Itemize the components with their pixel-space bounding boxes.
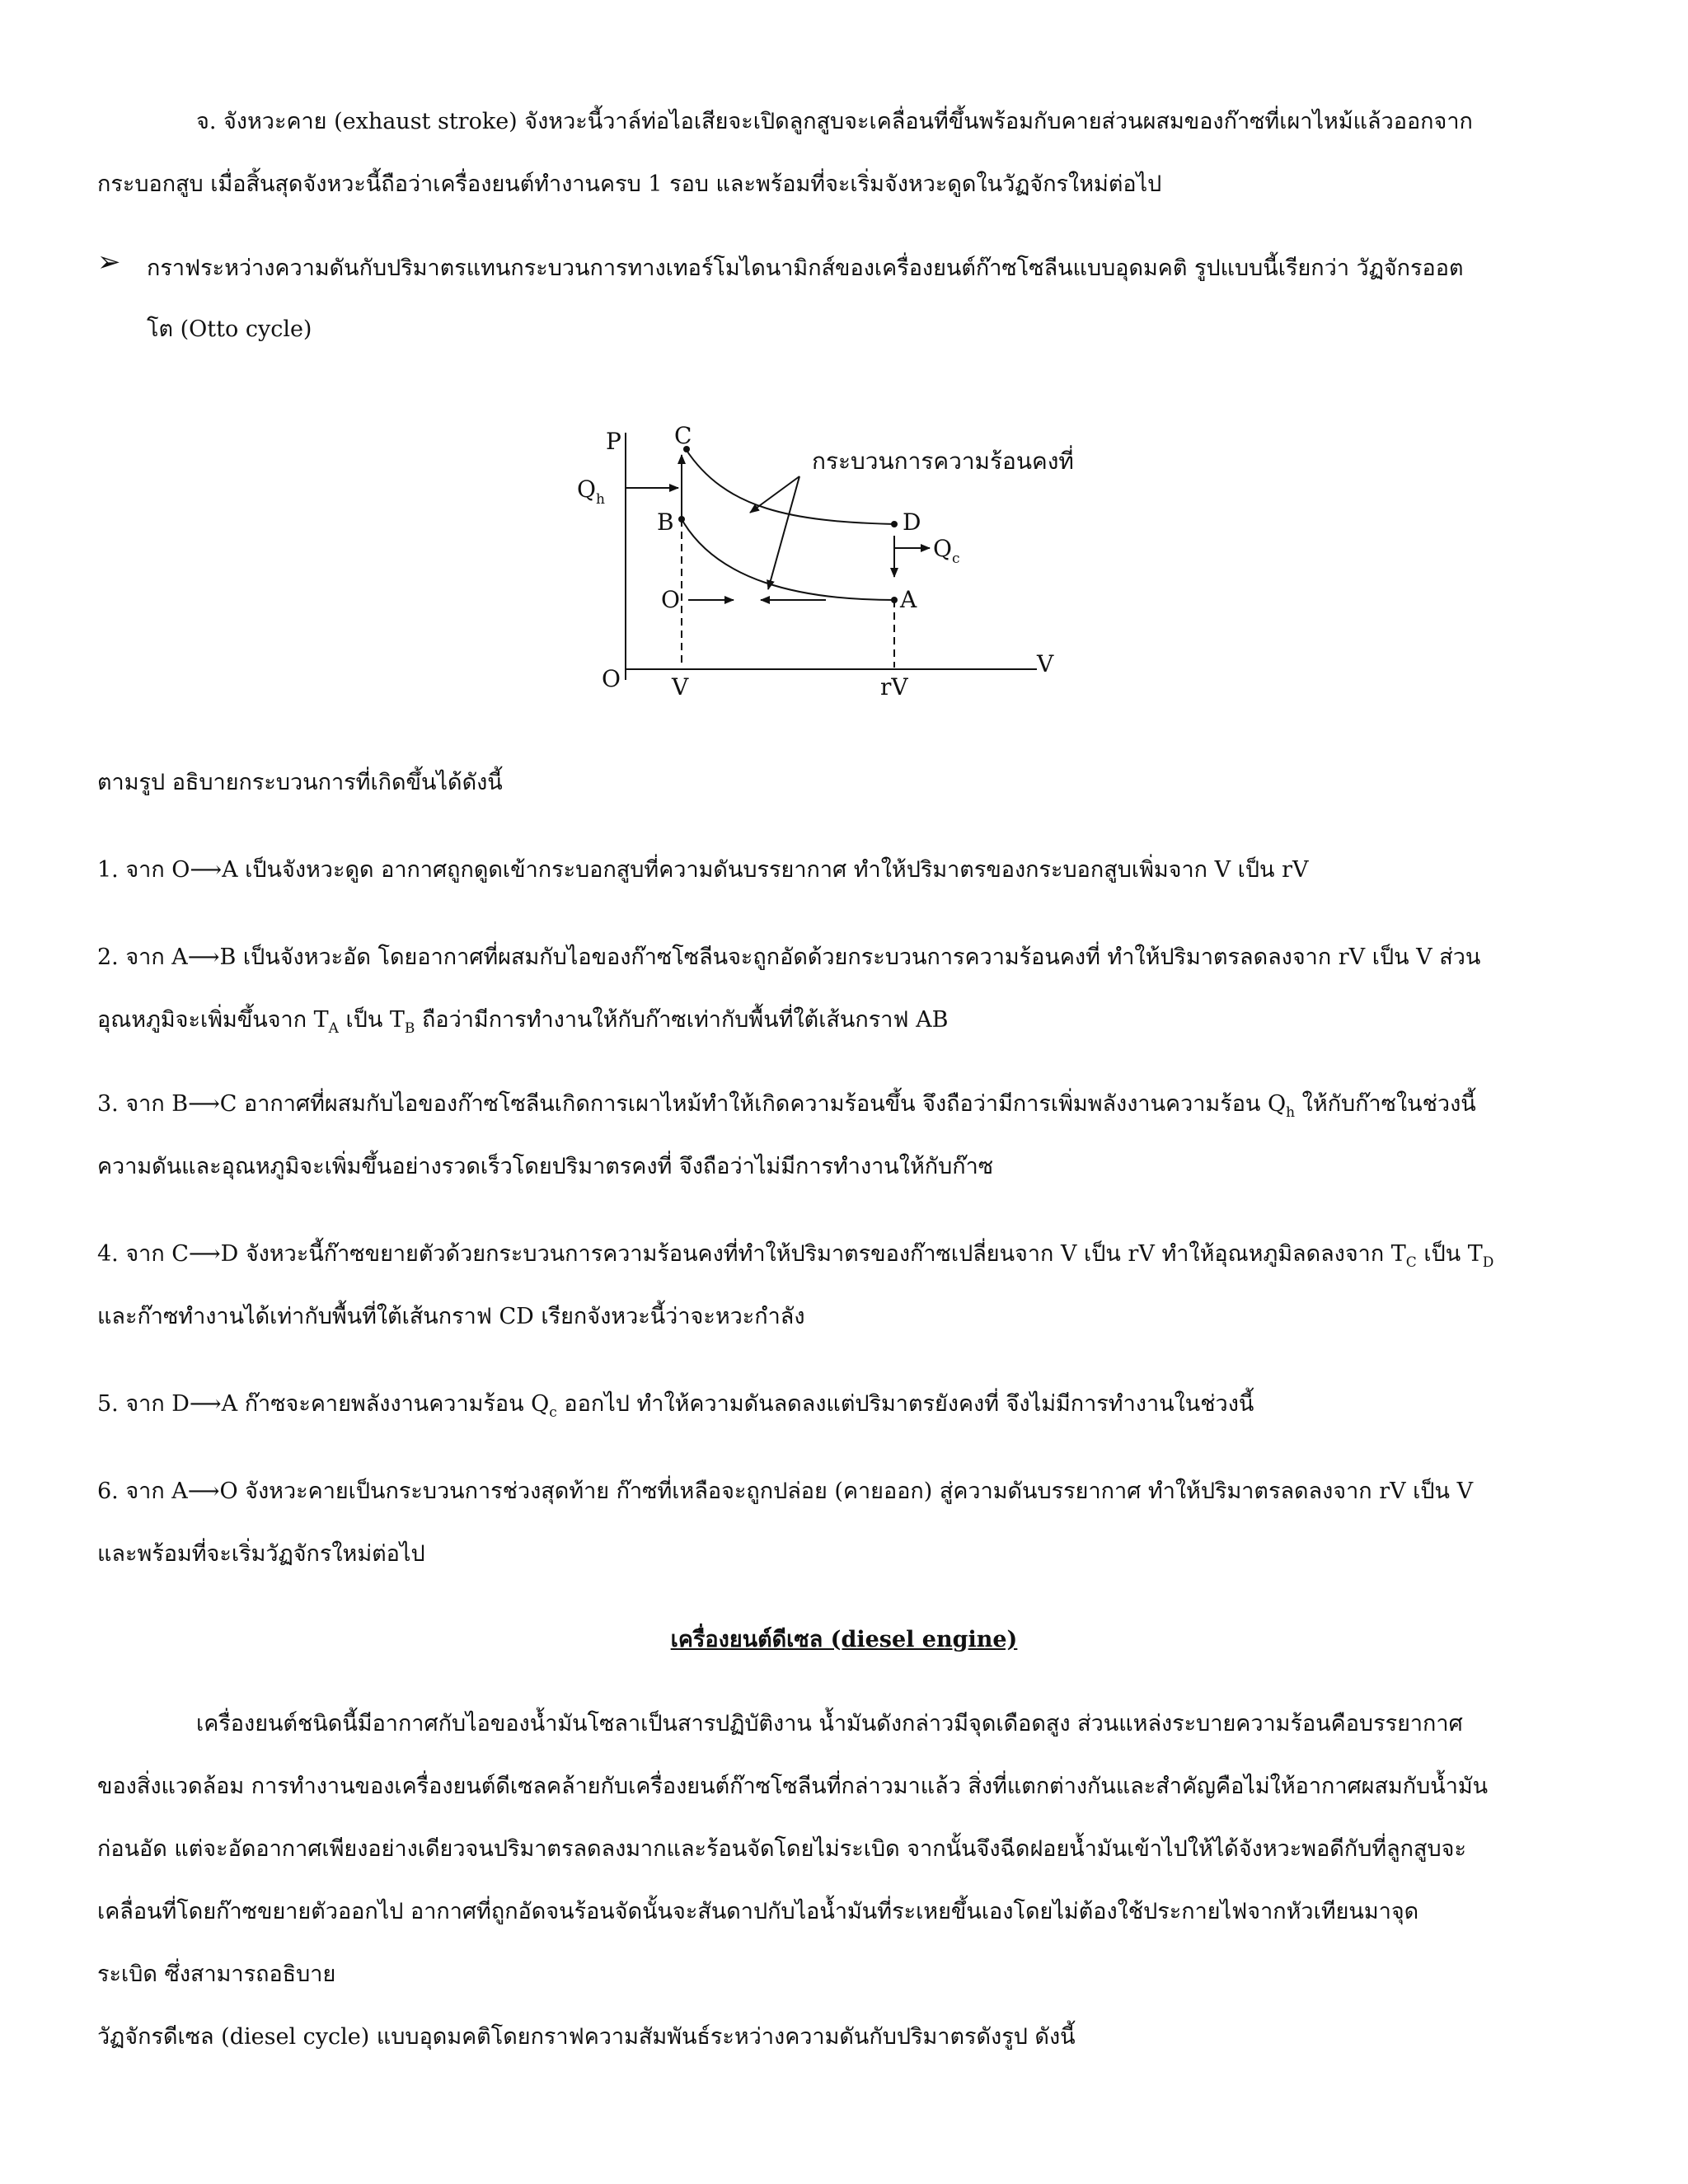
label-rv-tick: rV bbox=[880, 673, 908, 701]
diesel-engine-heading: เครื่องยนต์ดีเซล (diesel engine) bbox=[670, 1627, 1018, 1652]
label-b: B bbox=[657, 509, 674, 536]
label-d: D bbox=[903, 509, 921, 536]
otto-cycle-diagram bbox=[560, 412, 1088, 725]
diesel-cycle-intro: วัฏจักรดีเซล (diesel cycle) แบบอุดมคติโดยกราฟความสัมพันธ์ระหว่างความดันกับปริมาตรดังรูป ดังนี้ bbox=[97, 2024, 1076, 2050]
step-6-line-1: 6. จาก A⟶O จังหวะคายเป็นกระบวนการช่วงสุดท้าย ก๊าซที่เหลือจะถูกปล่อย (คายออก) สู่ความดันบรรยากาศ ทำให้ปริมาตรลดลงจาก rV เป็น V bbox=[97, 1479, 1474, 1504]
step-3-line-2: ความดันและอุณหภูมิจะเพิ่มขึ้นอย่างรวดเร็วโดยปริมาตรคงที่ จึงถือว่าไม่มีการทำงานให้กับก๊าซ bbox=[97, 1154, 994, 1179]
label-a: A bbox=[900, 586, 917, 613]
callout-arrow-2 bbox=[768, 476, 799, 589]
diesel-paragraph-line-5: ระเบิด ซึ่งสามารถอธิบาย bbox=[97, 1961, 336, 1987]
step-4-line-2: และก๊าซทำงานได้เท่ากับพื้นที่ใต้เส้นกราฟ CD เรียกจังหวะนี้ว่าจะหวะกำลัง bbox=[97, 1304, 805, 1329]
bullet-text-line-2: โต (Otto cycle) bbox=[147, 316, 312, 342]
diesel-paragraph-line-2: ของสิ่งแวดล้อม การทำงานของเครื่องยนต์ดีเซลคล้ายกับเครื่องยนต์ก๊าซโซลีนที่กล่าวมาแล้ว สิ่งที่แตกต่างกันและสำคัญคือไม่ให้อากาศผสมกับน้ำมัน bbox=[97, 1774, 1489, 1799]
label-o-point: O bbox=[661, 586, 680, 613]
step-2-line-2: อุณหภูมิจะเพิ่มขึ้นจาก $T_A$ เป็น $T_B$ ถือว่ามีการทำงานให้กับก๊าซเท่ากับพื้นที่ใต้เส้นกราฟ AB bbox=[97, 1007, 949, 1037]
callout-label: กระบวนการความร้อนคงที่ bbox=[812, 448, 1074, 475]
point-d-dot bbox=[891, 521, 898, 527]
label-origin: O bbox=[602, 665, 621, 692]
point-a-dot bbox=[891, 597, 898, 603]
label-qc: $Q_c$ bbox=[933, 535, 960, 567]
label-v-tick: V bbox=[672, 673, 689, 701]
step-3-line-1: 3. จาก B⟶C อากาศที่ผสมกับไอของก๊าซโซลีนเกิดการเผาไหม้ทำให้เกิดความร้อนขึ้น จึงถือว่ามีการเพิ่มพลังงานความร้อน $Q_h$ ให้กับก๊าซในช่วงนี้ bbox=[97, 1091, 1476, 1121]
diesel-paragraph-line-3: ก่อนอัด แต่จะอัดอากาศเพียงอย่างเดียวจนปริมาตรลดลงมากและร้อนจัดโดยไม่ระเบิด จากนั้นจึงฉีดฝอยน้ำมันเข้าไปให้ได้จังหวะพอดีกับที่ลูกสูบจะ bbox=[97, 1836, 1466, 1862]
curve-ba bbox=[682, 519, 894, 600]
exhaust-paragraph-line-2: กระบอกสูบ เมื่อสิ้นสุดจังหวะนี้ถือว่าเครื่องยนต์ทำงานครบ 1 รอบ และพร้อมที่จะเริ่มจังหวะดูดในวัฏจักรใหม่ต่อไป bbox=[97, 171, 1162, 197]
label-p: P bbox=[606, 428, 621, 455]
diesel-paragraph-line-1: เครื่องยนต์ชนิดนี้มีอากาศกับไอของน้ำมันโซลาเป็นสารปฏิบัติงาน น้ำมันดังกล่าวมีจุดเดือดสูง ส่วนแหล่งระบายความร้อนคือบรรยากาศ bbox=[196, 1711, 1463, 1736]
exhaust-paragraph-line-1: จ. จังหวะคาย (exhaust stroke) จังหวะนี้วาล์ท่อไอเสียจะเปิดลูกสูบจะเคลื่อนที่ขึ้นพร้อมกับคายส่วนผสมของก๊าซที่เผาไหม้แล้วออกจาก bbox=[196, 109, 1473, 134]
point-b-dot bbox=[678, 516, 685, 523]
arrow-bullet-icon: ➢ bbox=[97, 246, 121, 279]
bullet-text-line-1: กราฟระหว่างความดันกับปริมาตรแทนกระบวนการทางเทอร์โมไดนามิกส์ของเครื่องยนต์ก๊าซโซลีนแบบอุดมคติ รูปแบบนี้เรียกว่า วัฏจักรออต bbox=[147, 255, 1464, 281]
step-2-line-1: 2. จาก A⟶B เป็นจังหวะอัด โดยอากาศที่ผสมกับไอของก๊าซโซลีนจะถูกอัดด้วยกระบวนการความร้อนคงที่ ทำให้ปริมาตรลดลงจาก rV เป็น V ส่วน bbox=[97, 944, 1481, 970]
step-1: 1. จาก O⟶A เป็นจังหวะดูด อากาศถูกดูดเข้ากระบอกสูบที่ความดันบรรยากาศ ทำให้ปริมาตรของกระบอกสูบเพิ่มจาก V เป็น rV bbox=[97, 857, 1309, 883]
explanation-intro: ตามรูป อธิบายกระบวนการที่เกิดขึ้นได้ดังนี้ bbox=[97, 770, 503, 795]
callout-arrow-1 bbox=[750, 476, 799, 513]
step-6-line-2: และพร้อมที่จะเริ่มวัฏจักรใหม่ต่อไป bbox=[97, 1541, 425, 1567]
diesel-paragraph-line-4: เคลื่อนที่โดยก๊าซขยายตัวออกไป อากาศที่ถูกอัดจนร้อนจัดนั้นจะสันดาปกับไอน้ำมันที่ระเหยขึ้นเองโดยไม่ต้องใช้ประกายไฟจากหัวเทียนมาจุด bbox=[97, 1899, 1419, 1924]
label-qh: $Q_h$ bbox=[577, 476, 605, 508]
step-4-line-1: 4. จาก C⟶D จังหวะนี้ก๊าซขยายตัวด้วยกระบวนการความร้อนคงที่ทำให้ปริมาตรของก๊าซเปลี่ยนจาก V เป็น rV ทำให้อุณหภูมิลดลงจาก $T_C$ เป็น $T_D$ bbox=[97, 1241, 1494, 1271]
label-v-axis: V bbox=[1037, 650, 1054, 677]
label-c: C bbox=[674, 422, 692, 449]
step-5: 5. จาก D⟶A ก๊าซจะคายพลังงานความร้อน $Q_c$ ออกไป ทำให้ความดันลดลงแต่ปริมาตรยังคงที่ จึงไม่มีการทำงานในช่วงนี้ bbox=[97, 1391, 1254, 1421]
